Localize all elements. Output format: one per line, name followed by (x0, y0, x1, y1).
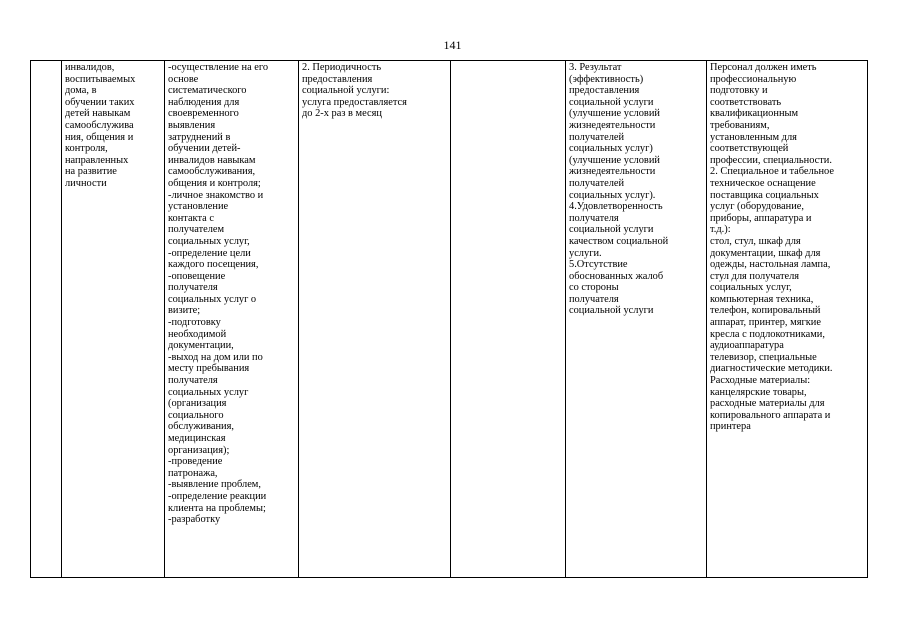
cell-results (566, 61, 707, 578)
cell-periodicity (299, 61, 451, 578)
cell-service-description-text: -осуществление на его основе систематического наблюдения для своевременного выявления затруднений в обучении детей- инвалидов навыкам самообслуживания, общения и контроля; -личное знакомство и установление контакта с получателем социальных услуг, -определение цели каждого посещения, -оповещение получателя социальных услуг о визите; -подготовку необходимой документации, -выход на дом или по месту пребывания получателя социальных услуг (организация социального обслуживания, медицинская организация); -проведение патронажа, -выявление проблем, -определение реакции клиента на проблемы; -разработку (168, 62, 269, 526)
cell-requirements (707, 61, 868, 578)
page-number: 141 (443, 38, 462, 52)
cell-periodicity-text: 2. Периодичность предоставления социальной услуги: услуга предоставляется до 2-х раз в месяц (302, 62, 407, 120)
cell-service-name (62, 61, 165, 578)
cell-number (31, 61, 62, 578)
cell-results-text: 3. Результат (эффективность) предоставления социальной услуги (улучшение условий жизнедеятельности получателей социальных услуг) (улучшение условий жизнедеятельности получателей социальных услуг). 4.Удовлетворенность получателя социальной услуги качеством социальной услуги. 5.Отсутствие обоснованных жалоб со стороны получателя социальной услуги (569, 62, 669, 317)
cell-service-name-text: инвалидов, воспитываемых дома, в обучении таких детей навыкам самообслужива ния, общения и контроля, направленных на развитие личности (65, 62, 136, 189)
cell-service-description (165, 61, 299, 578)
table-row (31, 61, 868, 578)
cell-empty (451, 61, 566, 578)
cell-requirements-text: Персонал должен иметь профессиональную подготовку и соответствовать квалификационным требованиям, установленным для соответствующей профессии, специальности. 2. Специальное и табельное техническое оснащение поставщика социальных услуг (оборудование, приборы, аппаратура и т.д.): стол, стул, шкаф для документации, шкаф для одежды, настольная лампа, стул для получателя социальных услуг, компьютерная техника, телефон, копировальный аппарат, принтер, мягкие кресла с подлокотниками, аудиоаппаратура телевизор, специальные диагностические методики. Расходные материалы: канцелярские товары, расходные материалы для копировального аппарата и принтера (710, 62, 834, 433)
services-table (30, 60, 868, 578)
